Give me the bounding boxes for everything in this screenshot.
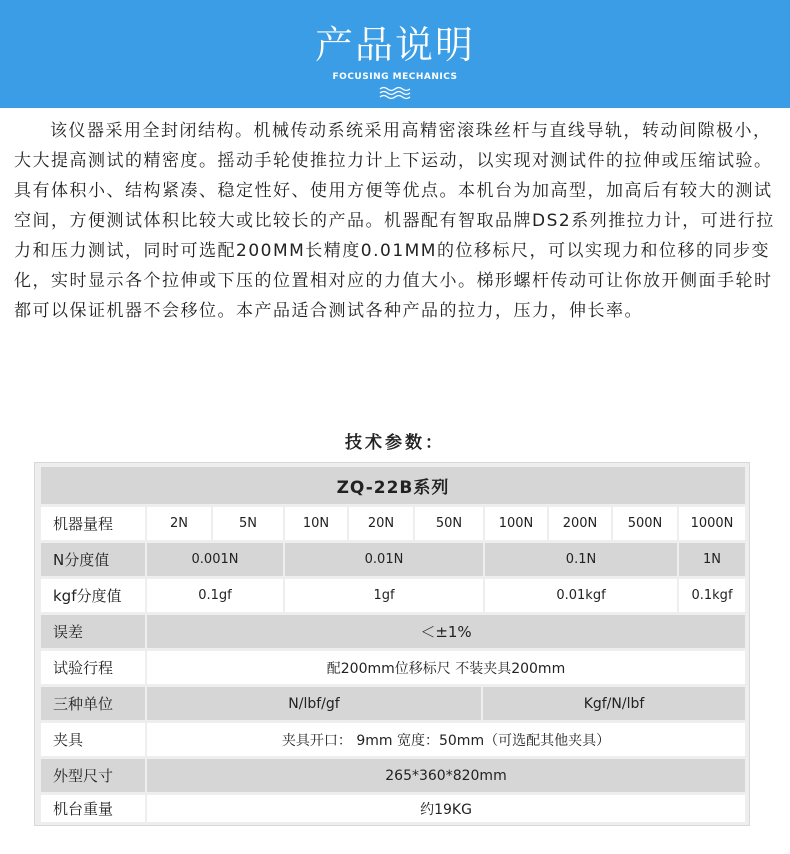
range-cell: 1000N — [679, 507, 745, 540]
fixture-label: 夹具 — [41, 723, 145, 756]
range-cell: 10N — [285, 507, 347, 540]
kgf-division-label: kgf分度值 — [41, 579, 145, 612]
fixture-value: 夹具开口： 9mm 宽度：50mm（可选配其他夹具） — [147, 723, 745, 756]
dimension-label: 外型尺寸 — [41, 759, 145, 792]
kgf-division-cell: 0.1gf — [147, 579, 283, 612]
n-division-cell: 1N — [679, 543, 745, 576]
n-division-cell: 0.01N — [285, 543, 483, 576]
kgf-division-cell: 0.1kgf — [679, 579, 745, 612]
banner-subtitle: FOCUSING MECHANICS — [332, 72, 458, 82]
stroke-label: 试验行程 — [41, 651, 145, 684]
range-cell: 200N — [549, 507, 611, 540]
table-header: ZQ-22B系列 — [41, 467, 745, 504]
n-division-cell: 0.1N — [485, 543, 677, 576]
range-cell: 2N — [147, 507, 211, 540]
product-description: 该仪器采用全封闭结构。机械传动系统采用高精密滚珠丝杆与直线导轨，转动间隙极小，大大提高测试的精密度。摇动手轮使推拉力计上下运动，以实现对测试件的拉伸或压缩试验。具有体积小、结构紧凑、稳定性好、使用方便等优点。本机台为加高型，加高后有较大的测试空间，方便测试体积比较大或比较长的产品。机器配有智取品牌DS2系列推拉力计，可进行拉力和压力测试，同时可选配200MM长精度0.01MM的位移标尺，可以实现力和位移的同步变化，实时显示各个拉伸或下压的位置相对应的力值大小。梯形螺杆传动可让你放开侧面手轮时都可以保证机器不会移位。本产品适合测试各种产品的拉力，压力，伸长率。 — [14, 121, 775, 321]
range-cell: 5N — [213, 507, 283, 540]
range-cell: 100N — [485, 507, 547, 540]
n-division-label: N分度值 — [41, 543, 145, 576]
spec-table — [34, 462, 750, 826]
error-value: ＜±1% — [147, 615, 745, 648]
weight-label: 机台重量 — [41, 795, 145, 822]
units-label: 三种单位 — [41, 687, 145, 720]
spec-title: 技术参数： — [345, 433, 445, 453]
range-cell: 500N — [613, 507, 677, 540]
units-value: N/lbf/gf — [147, 687, 481, 720]
error-label: 误差 — [41, 615, 145, 648]
page-title: 产品说明 — [314, 23, 475, 67]
units-value: Kgf/N/lbf — [483, 687, 745, 720]
range-cell: 20N — [349, 507, 413, 540]
weight-value: 约19KG — [147, 795, 745, 822]
n-division-cell: 0.001N — [147, 543, 283, 576]
dimension-value: 265*360*820mm — [147, 759, 745, 792]
stroke-value: 配200mm位移标尺 不装夹具200mm — [147, 651, 745, 684]
header-banner — [0, 0, 790, 108]
kgf-division-cell: 1gf — [285, 579, 483, 612]
range-cell: 50N — [415, 507, 483, 540]
range-label: 机器量程 — [41, 507, 145, 540]
kgf-division-cell: 0.01kgf — [485, 579, 677, 612]
wave-icon — [379, 86, 411, 100]
